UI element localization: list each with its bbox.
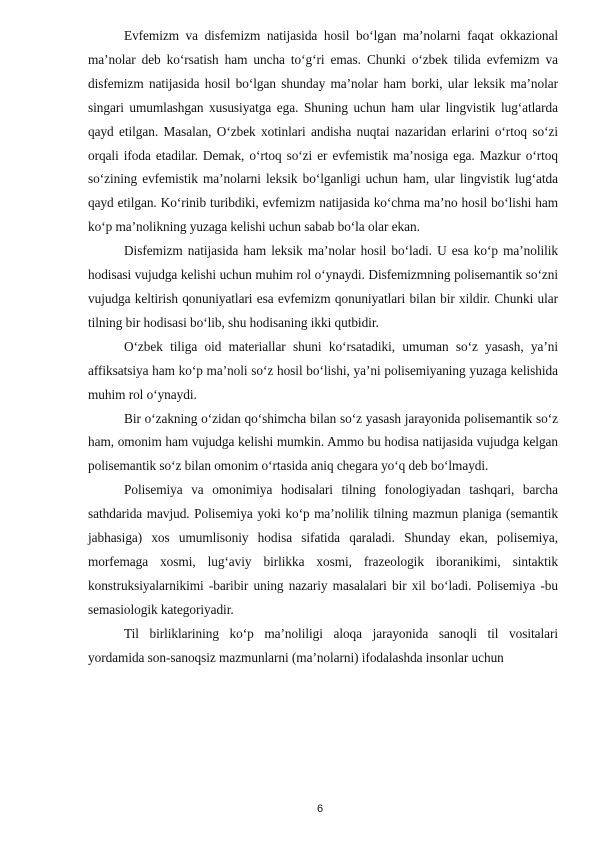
- paragraph-6: Til birliklarining ko‘p ma’noliligi aloqa jarayonida sanoqli til vositalari yordamida son-sanoqsiz mazmunlarni (ma’nolarni) ifodalashda insonlar uchun: [88, 625, 558, 665]
- page-body: [88, 24, 558, 669]
- paragraph-5: Polisemiya va omonimiya hodisalari tilning fonologiyadan tashqari, barcha sathdarida mavjud. Polisemiya yoki ko‘p ma’nolilik tilning mazmun planiga (semantik jabhasiga) xos umumlisoniy hodisa sifatida qaraladi. Shunday ekan, polisemiya, morfemaga xosmi, lug‘aviy birlikka xosmi, frazeologik iboranikimi, sintaktik konstruksiyalarnikimi -baribir uning nazariy masalalari bir xil bo‘ladi. Polisemiya -bu semasiologik kategoriyadir.: [88, 482, 558, 617]
- paragraph-2: Disfemizm natijasida ham leksik ma’nolar hosil bo‘ladi. U esa ko‘p ma’nolilik hodisasi vujudga kelishi uchun muhim rol o‘ynaydi. Disfemizmning polisemantik so‘zni vujudga keltirish qonuniyatlari esa evfemizm qonuniyatlari bilan bir xildir. Chunki ular tilning bir hodisasi bo‘lib, shu hodisaning ikki qutbidir.: [88, 243, 558, 330]
- paragraph-4: Bir o‘zakning o‘zidan qo‘shimcha bilan so‘z yasash jarayonida polisemantik so‘z ham, omonim ham vujudga kelishi mumkin. Ammo bu hodisa natijasida vujudga kelgan polisemantik so‘z bilan omonim o‘rtasida aniq chegara yo‘q deb bo‘lmaydi.: [88, 410, 558, 474]
- paragraph-3: O‘zbek tiliga oid materiallar shuni ko‘rsatadiki, umuman so‘z yasash, ya’ni affiksatsiya ham ko‘p ma’noli so‘z hosil bo‘lishi, ya’ni polisemiyaning yuzaga kelishida muhim rol o‘ynaydi.: [88, 338, 558, 402]
- page-number: 6: [316, 803, 324, 815]
- paragraph-1: Evfemizm va disfemizm natijasida hosil bo‘lgan ma’nolarni faqat okkazional ma’nolar deb ko‘rsatish ham uncha to‘g‘ri emas. Chunki o‘zbek tilida evfemizm va disfemizm natijasida hosil bo‘lgan shunday ma’nolar ham borki, ular leksik ma’nolar singari umumlashgan xususiyatga ega. Shuning uchun ham ular lingvistik lug‘atlarda qayd etilgan. Masalan, O‘zbek xotinlari andisha nuqtai nazaridan erlarini o‘rtoq so‘zi orqali ifoda etadilar. Demak, o‘rtoq so‘zi er evfemistik ma’nosiga ega. Mazkur o‘rtoq so‘zining evfemistik ma’nolarni leksik bo‘lganligi uchun ham, ular lingvistik lug‘atda qayd etilgan. Ko‘rinib turibdiki, evfemizm natijasida ko‘chma ma’no hosil bo‘lishi ham ko‘p ma’nolikning yuzaga kelishi uchun sabab bo‘la olar ekan.: [88, 28, 558, 235]
